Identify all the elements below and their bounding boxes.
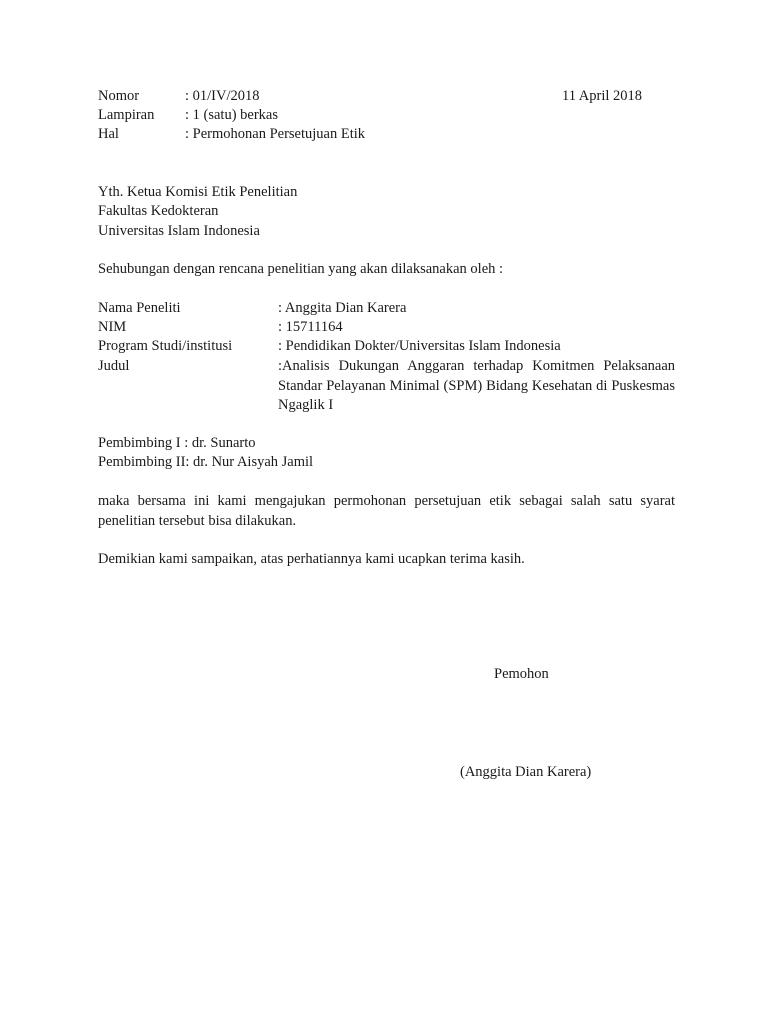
program-value: : Pendidikan Dokter/Universitas Islam Indonesia — [278, 338, 561, 354]
signature-name: (Anggita Dian Karera) — [460, 764, 592, 780]
nomor-label: Nomor — [98, 88, 140, 104]
intro-text: Sehubungan dengan rencana penelitian yang akan dilaksanakan oleh : — [98, 261, 504, 277]
supervisor-2: Pembimbing II: dr. Nur Aisyah Jamil — [98, 454, 314, 470]
program-label: Program Studi/institusi — [98, 338, 233, 354]
hal-value: : Permohonan Persetujuan Etik — [185, 126, 366, 142]
title-label: Judul — [98, 358, 130, 374]
nomor-value: : 01/IV/2018 — [185, 88, 260, 104]
letter-date: 11 April 2018 — [562, 88, 643, 104]
body-paragraph: maka bersama ini kami mengajukan permohonan persetujuan etik sebagai salah satu syarat penelitian tersebut bisa dilakukan. — [98, 493, 675, 529]
supervisor-1: Pembimbing I : dr. Sunarto — [98, 435, 256, 451]
closing-text: Demikian kami sampaikan, atas perhatiannya kami ucapkan terima kasih. — [98, 551, 525, 567]
nim-value: : 15711164 — [278, 319, 343, 335]
recipient-line-1: Yth. Ketua Komisi Etik Penelitian — [98, 184, 298, 200]
signature-role: Pemohon — [494, 666, 549, 682]
recipient-line-2: Fakultas Kedokteran — [98, 203, 219, 219]
lampiran-value: : 1 (satu) berkas — [185, 107, 279, 123]
recipient-line-3: Universitas Islam Indonesia — [98, 223, 260, 239]
name-label: Nama Peneliti — [98, 300, 181, 316]
name-value: : Anggita Dian Karera — [278, 300, 407, 316]
lampiran-label: Lampiran — [98, 107, 155, 123]
title-value: :Analisis Dukungan Anggaran terhadap Komitmen Pelaksanaan Standar Pelayanan Minimal (SPM) Bidang Kesehatan di Puskesmas Ngaglik I — [278, 358, 675, 413]
nim-label: NIM — [98, 319, 127, 335]
hal-label: Hal — [98, 126, 119, 142]
